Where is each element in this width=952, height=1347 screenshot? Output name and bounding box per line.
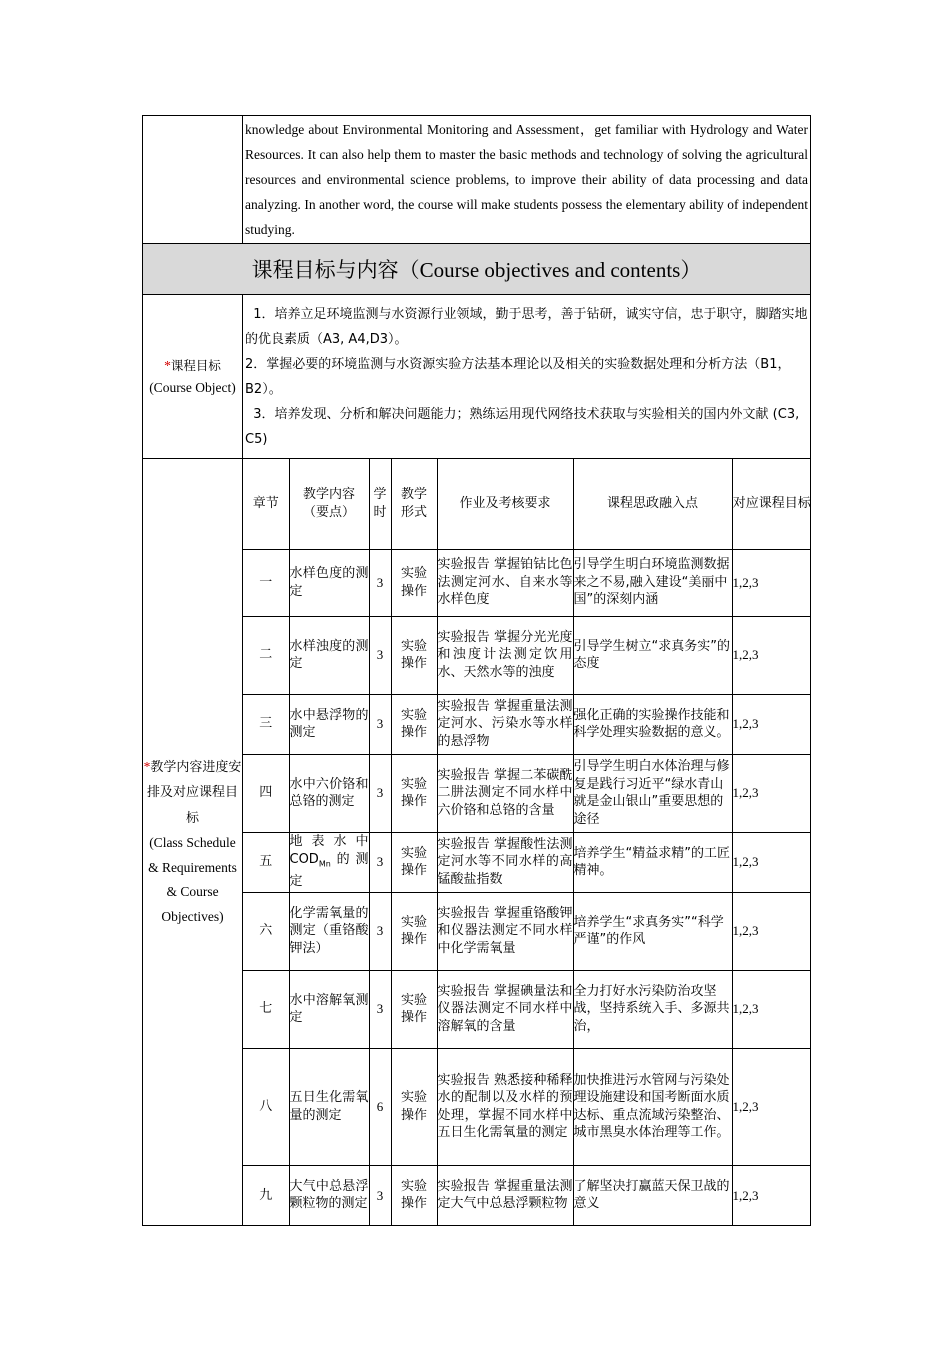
form-cell: 实验操作 (391, 1048, 437, 1165)
table-row (243, 832, 811, 892)
form-cell: 实验操作 (391, 616, 437, 694)
targets-cell: 1,2,3 (732, 970, 811, 1048)
objectives-list (243, 295, 811, 459)
ideology-cell: 全力打好水污染防治攻坚战，坚持系统入手、多源共治， (573, 970, 732, 1048)
course-page (142, 115, 810, 1226)
requirements-cell: 实验报告 掌握酸性法测定河水等不同水样的高锰酸盐指数 (437, 832, 573, 892)
chapter-cell: 九 (243, 1165, 289, 1225)
hours-cell: 6 (369, 1048, 391, 1165)
chapter-cell: 三 (243, 694, 289, 754)
header-chapter: 章节 (243, 459, 289, 549)
requirements-cell: 实验报告 掌握分光光度和浊度计法测定饮用水、天然水等的浊度 (437, 616, 573, 694)
form-cell: 实验操作 (391, 892, 437, 970)
requirements-cell: 实验报告 掌握二苯碳酰二肼法测定不同水样中六价铬和总铬的含量 (437, 754, 573, 832)
requirements-cell: 实验报告 掌握重量法测定大气中总悬浮颗粒物 (437, 1165, 573, 1225)
targets-cell: 1,2,3 (732, 616, 811, 694)
ideology-cell: 引导学生明白水体治理与修复是践行习近平“绿水青山就是金山银山”重要思想的途径 (573, 754, 732, 832)
section-title-en: （Course objectives and contents） (398, 258, 702, 282)
objective-item: 3．培养发现、分析和解决问题能力；熟练运用现代网络技术获取与实验相关的国内外文献 (C3, C5) (245, 406, 804, 447)
targets-cell: 1,2,3 (732, 549, 811, 616)
content-tail: 的测定 (289, 851, 369, 890)
form-cell: 实验操作 (391, 754, 437, 832)
content-cell: 水样浊度的测定 (289, 616, 369, 694)
objectives-label-zh: 课程目标 (170, 357, 221, 373)
hours-cell: 3 (369, 892, 391, 970)
targets-cell: 1,2,3 (732, 892, 811, 970)
course-table (142, 115, 811, 1226)
content-cell: 水中溶解氧测定 (289, 970, 369, 1048)
chapter-cell: 四 (243, 754, 289, 832)
table-row (243, 754, 811, 832)
targets-cell: 1,2,3 (732, 694, 811, 754)
ideology-cell: 了解坚决打赢蓝天保卫战的意义 (573, 1165, 732, 1225)
objective-item: 1．培养立足环境监测与水资源行业领域，勤于思考，善于钻研，诚实守信，忠于职守，脚踏实地的优良素质（A3, A4,D3）。 (245, 306, 808, 347)
table-row (243, 1165, 811, 1225)
ideology-cell: 引导学生树立“求真务实”的态度 (573, 616, 732, 694)
intro-left-cell (143, 116, 243, 244)
targets-cell: 1,2,3 (732, 1165, 811, 1225)
targets-cell: 1,2,3 (732, 754, 811, 832)
chapter-cell: 五 (243, 832, 289, 892)
required-star: * (143, 758, 151, 774)
table-row (243, 549, 811, 616)
schedule-label-zh: 教学内容进度安排及对应课程目标 (146, 759, 242, 826)
content-cell (289, 832, 369, 892)
requirements-cell: 实验报告 掌握碘量法和仪器法测定不同水样中溶解氧的含量 (437, 970, 573, 1048)
ideology-cell: 培养学生“求真务实”“科学严谨”的作风 (573, 892, 732, 970)
ideology-cell: 强化正确的实验操作技能和科学处理实验数据的意义。 (573, 694, 732, 754)
chapter-cell: 一 (243, 549, 289, 616)
content-cell: 大气中总悬浮颗粒物的测定 (289, 1165, 369, 1225)
chapter-cell: 二 (243, 616, 289, 694)
table-header-row (243, 459, 811, 549)
form-cell: 实验操作 (391, 549, 437, 616)
table-row (243, 616, 811, 694)
ideology-cell: 加快推进污水管网与污染处理设施建设和国考断面水质达标、重点流域污染整治、城市黑臭水体治理等工作。 (573, 1048, 732, 1165)
requirements-cell: 实验报告 掌握重铬酸钾和仪器法测定不同水样中化学需氧量 (437, 892, 573, 970)
required-star: * (164, 357, 171, 373)
header-ideology: 课程思政融入点 (573, 459, 732, 549)
content-cell: 化学需氧量的测定（重铬酸钾法） (289, 892, 369, 970)
intro-text: knowledge about Environmental Monitoring and Assessment，get familiar with Hydrology and Water Resources. It can also help them to master the basic methods and technology of solving the agricultural resources and environmental science problems, to improve their ability of data processing and data analyzing. In another word, the course will make students possess the elementary ability of independent studying. (243, 116, 811, 244)
targets-cell: 1,2,3 (732, 832, 811, 892)
requirements-cell: 实验报告 掌握重量法测定河水、污染水等水样的悬浮物 (437, 694, 573, 754)
header-requirements: 作业及考核要求 (437, 459, 573, 549)
requirements-cell: 实验报告 掌握铂钴比色法测定河水、自来水等水样色度 (437, 549, 573, 616)
chapter-cell: 七 (243, 970, 289, 1048)
form-cell: 实验操作 (391, 1165, 437, 1225)
hours-cell: 3 (369, 970, 391, 1048)
form-cell: 实验操作 (391, 970, 437, 1048)
content-text: 地表水中COD (289, 834, 369, 867)
chapter-cell: 八 (243, 1048, 289, 1165)
requirements-cell: 实验报告 熟悉接种稀释水的配制以及水样的预处理，掌握不同水样中五日生化需氧量的测定 (437, 1048, 573, 1165)
section-title-zh: 课程目标与内容 (251, 258, 399, 282)
hours-cell: 3 (369, 1165, 391, 1225)
form-cell: 实验操作 (391, 832, 437, 892)
table-row (243, 694, 811, 754)
objectives-label-en: (Course Object) (149, 379, 236, 395)
content-cell: 水样色度的测定 (289, 549, 369, 616)
header-hours: 学时 (369, 459, 391, 549)
chapter-cell: 六 (243, 892, 289, 970)
objective-item: 2．掌握必要的环境监测与水资源实验方法基本理论以及相关的实验数据处理和分析方法（B1，B2）。 (245, 356, 791, 397)
ideology-cell: 引导学生明白环境监测数据来之不易,融入建设“美丽中国”的深刻内涵 (573, 549, 732, 616)
header-content: 教学内容（要点） (289, 459, 369, 549)
targets-cell: 1,2,3 (732, 1048, 811, 1165)
ideology-cell: 培养学生“精益求精”的工匠精神。 (573, 832, 732, 892)
hours-cell: 3 (369, 616, 391, 694)
table-row (243, 1048, 811, 1165)
content-subscript: Mn (318, 859, 331, 869)
hours-cell: 3 (369, 754, 391, 832)
hours-cell: 3 (369, 832, 391, 892)
schedule-table (243, 459, 811, 1225)
section-title (143, 244, 811, 295)
content-cell: 水中六价铬和总铬的测定 (289, 754, 369, 832)
form-cell: 实验操作 (391, 694, 437, 754)
schedule-label (143, 459, 243, 1226)
content-cell: 水中悬浮物的测定 (289, 694, 369, 754)
schedule-label-en: (Class Schedule & Requirements & Course Objectives) (148, 835, 237, 924)
objectives-label (143, 295, 243, 459)
hours-cell: 3 (369, 694, 391, 754)
hours-cell: 3 (369, 549, 391, 616)
header-targets: 对应课程目标 (732, 459, 811, 549)
schedule-table-cell (243, 459, 811, 1226)
table-row (243, 892, 811, 970)
header-form: 教学形式 (391, 459, 437, 549)
table-row (243, 970, 811, 1048)
content-cell: 五日生化需氧量的测定 (289, 1048, 369, 1165)
